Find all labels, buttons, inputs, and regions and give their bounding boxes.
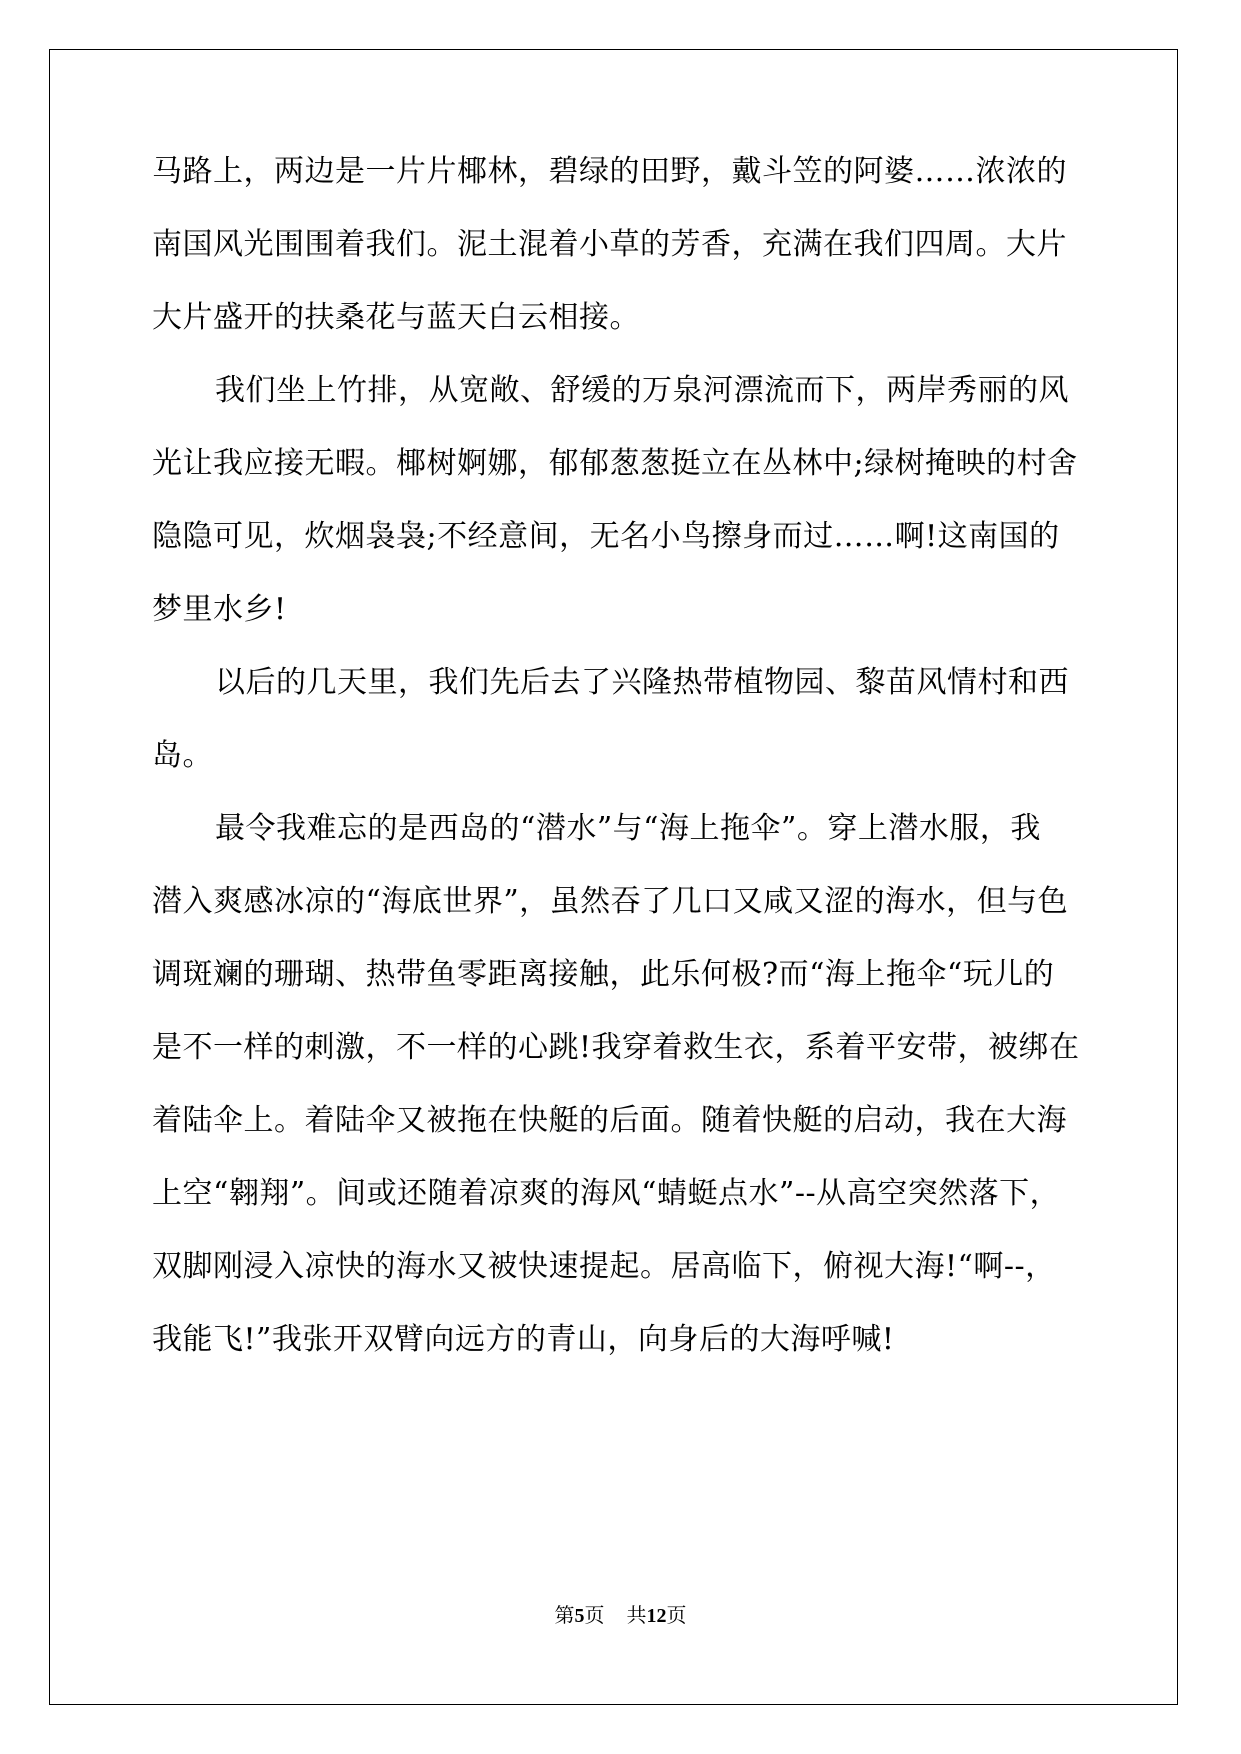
text-line: 隐隐可见，炊烟袅袅;不经意间，无名小鸟擦身而过……啊!这南国的: [152, 519, 1060, 554]
page-total-number: 12: [646, 1605, 667, 1627]
total-prefix: 共: [626, 1605, 647, 1627]
text-line: 马路上，两边是一片片椰林，碧绿的田野，戴斗笠的阿婆……浓浓的: [152, 154, 1067, 189]
text-line: 岛。: [152, 738, 213, 773]
text-line: 我能飞!”我张开双臂向远方的青山，向身后的大海呼喊!: [152, 1322, 895, 1357]
text-line: 调斑斓的珊瑚、热带鱼零距离接触，此乐何极?而“海上拖伞“玩儿的: [152, 957, 1055, 992]
page-prefix: 第: [554, 1605, 575, 1627]
text-line: 上空“翱翔”。间或还随着凉爽的海风“蜻蜓点水”--从高空突然落下，: [152, 1176, 1061, 1211]
paragraph-start-line: 以后的几天里，我们先后去了兴隆热带植物园、黎苗风情村和西: [215, 665, 1069, 700]
text-line: 双脚刚浸入凉快的海水又被快速提起。居高临下，俯视大海!“啊--，: [152, 1249, 1056, 1284]
text-line: 着陆伞上。着陆伞又被拖在快艇的后面。随着快艇的启动，我在大海: [152, 1103, 1067, 1138]
paragraph-start-line: 我们坐上竹排，从宽敞、舒缓的万泉河漂流而下，两岸秀丽的风: [215, 373, 1069, 408]
text-line: 梦里水乡!: [152, 592, 287, 627]
page-footer: [0, 1604, 1241, 1628]
total-suffix: 页: [666, 1605, 687, 1627]
text-line: 潜入爽感冰凉的“海底世界”，虽然吞了几口又咸又涩的海水，但与色: [152, 884, 1069, 919]
text-line: 光让我应接无暇。椰树婀娜，郁郁葱葱挺立在丛林中;绿树掩映的村舍: [152, 446, 1078, 481]
text-line: 大片盛开的扶桑花与蓝天白云相接。: [152, 300, 640, 335]
page-current-number: 5: [574, 1605, 585, 1627]
text-line: 南国风光围围着我们。泥土混着小草的芳香，充满在我们四周。大片: [152, 227, 1067, 262]
page-suffix: 页: [584, 1605, 605, 1627]
paragraph-start-line: 最令我难忘的是西岛的“潜水”与“海上拖伞”。穿上潜水服，我: [215, 811, 1041, 846]
text-line: 是不一样的刺激，不一样的心跳!我穿着救生衣，系着平安带，被绑在: [152, 1030, 1080, 1065]
